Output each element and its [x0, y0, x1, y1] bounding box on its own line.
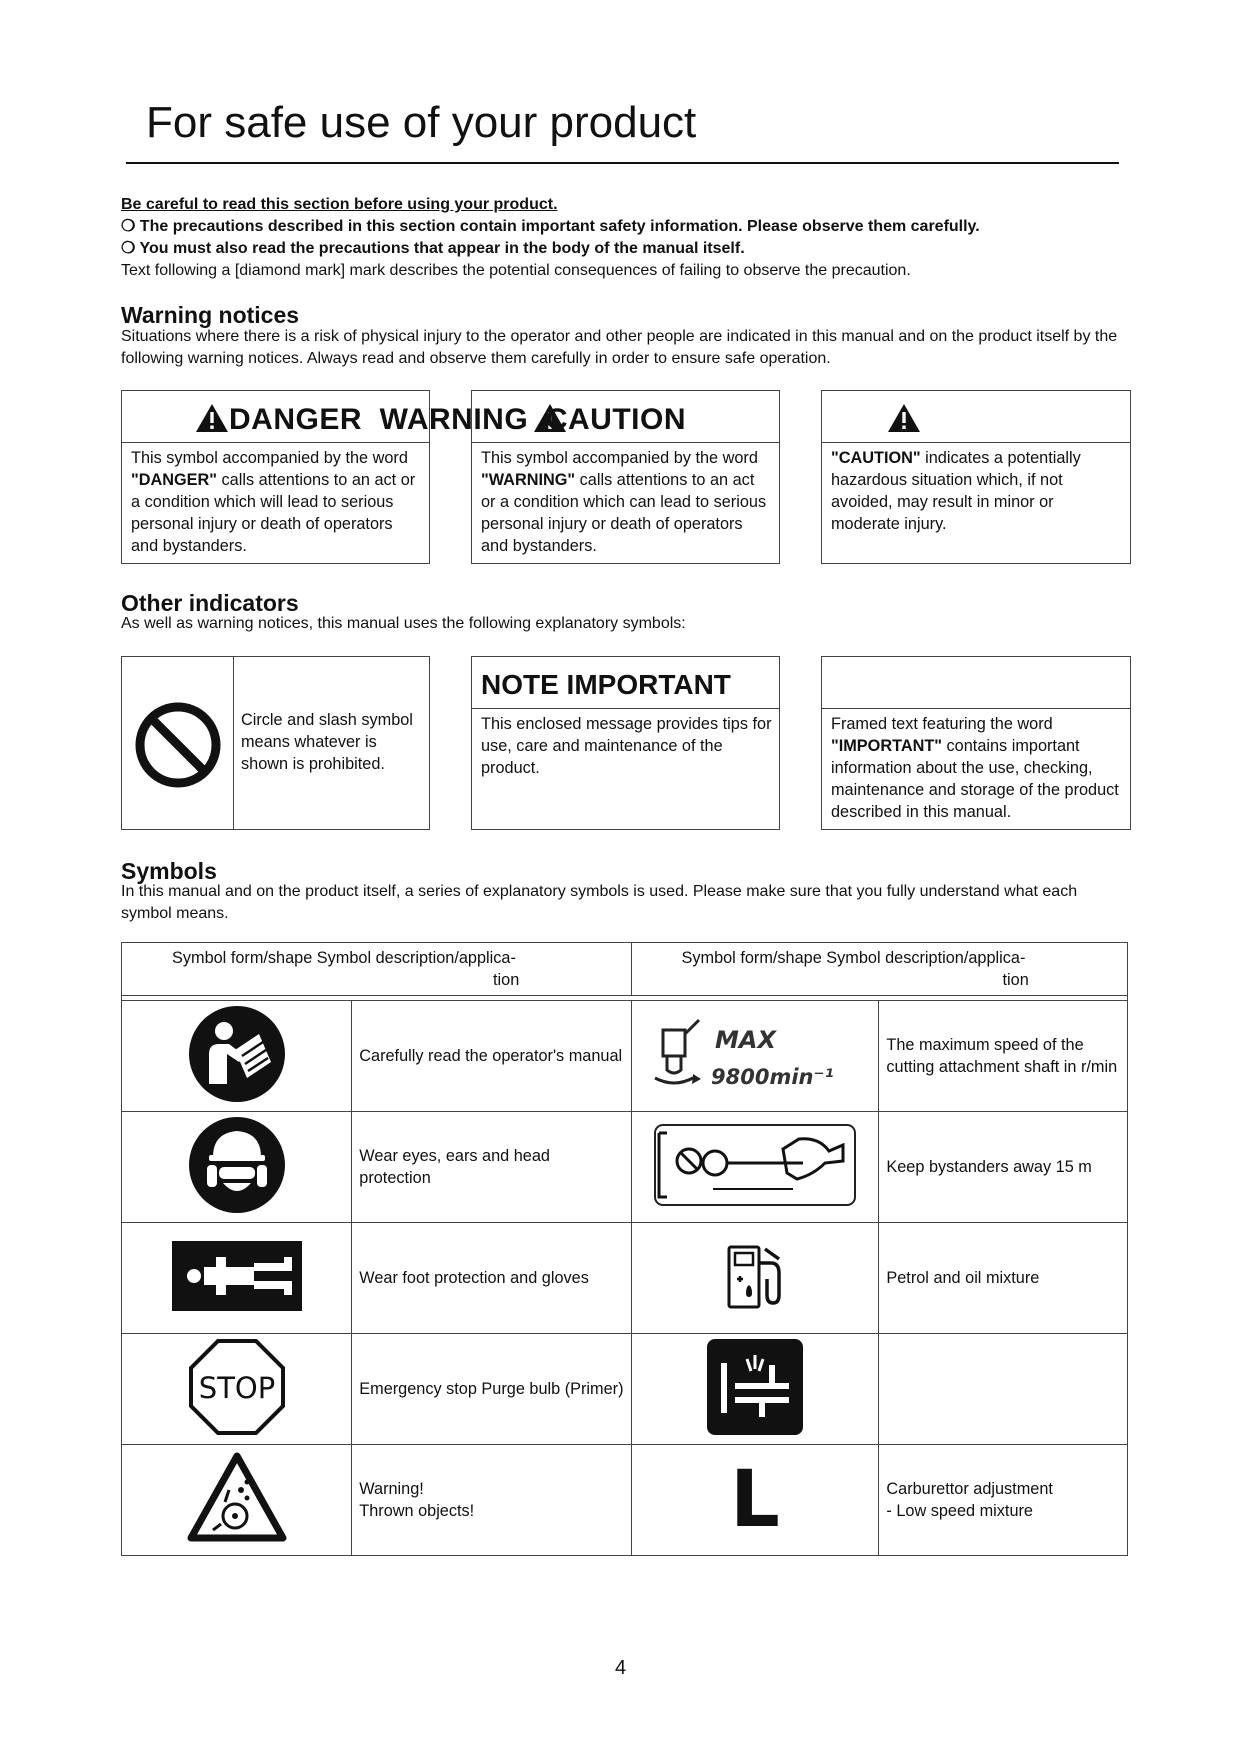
- other-indicators-text: As well as warning notices, this manual uses the following explanatory symbols:: [121, 615, 686, 632]
- warning-notices-heading: Warning notices: [121, 302, 300, 328]
- table-row: [122, 1001, 1128, 1112]
- bullet-text: The precautions described in this section contain important safety information. Please observe them carefully.: [139, 218, 980, 235]
- prohibited-text: Circle and slash symbol means whatever is shown is prohibited.: [241, 711, 413, 773]
- title-divider: [126, 162, 1119, 164]
- stop-icon: [187, 1337, 287, 1437]
- stop-text: STOP: [198, 1370, 275, 1405]
- fuel-pump-icon: [723, 1241, 787, 1311]
- danger-box: This symbol accompanied by the word "DANGER" calls attentions to an act or a condition which will lead to serious personal injury or death of operators and bystanders.: [121, 390, 430, 564]
- page-title: For safe use of your product: [146, 98, 697, 147]
- symbol-description: Emergency stop Purge bulb (Primer): [352, 1334, 631, 1445]
- table-header-right: Symbol form/shape Symbol description/applica- tion: [631, 943, 1128, 996]
- table-header-left: Symbol form/shape Symbol description/applica- tion: [122, 943, 632, 996]
- table-row: [122, 1112, 1128, 1223]
- intro-bullet-2: [121, 238, 745, 260]
- symbol-description: Carburettor adjustment - Low speed mixture: [879, 1445, 1128, 1556]
- bullet-text: You must also read the precautions that appear in the body of the manual itself.: [139, 240, 745, 257]
- symbol-description: The maximum speed of the cutting attachment shaft in r/min: [879, 1001, 1128, 1112]
- symbols-table: [121, 942, 1128, 1556]
- bullet-mark: ❍: [121, 218, 136, 235]
- symbol-description: Petrol and oil mixture: [879, 1223, 1128, 1334]
- prohibited-box: [121, 656, 430, 830]
- foot-gloves-icon: [172, 1241, 302, 1311]
- symbol-description: Warning! Thrown objects!: [352, 1445, 631, 1556]
- table-row: [122, 1445, 1128, 1556]
- note-heading: NOTE IMPORTANT: [481, 669, 731, 700]
- caution-box: "CAUTION" indicates a potentially hazardous situation which, if not avoided, may result in minor or moderate injury.: [821, 390, 1131, 564]
- keep-distance-icon: [653, 1123, 857, 1207]
- intro-bullet-1: [121, 216, 980, 238]
- max-speed-value: 9800min⁻¹: [710, 1064, 834, 1089]
- symbol-description: Wear foot protection and gloves: [352, 1223, 631, 1334]
- low-speed-letter: L: [730, 1455, 780, 1545]
- intro-heading: Be careful to read this section before using your product.: [121, 196, 558, 213]
- warning-notices-text: Situations where there is a risk of physical injury to the operator and other people are indicated in this manual and on the product itself by the following warning notices. Always read and observe them carefully in order to ensure safe operation.: [121, 328, 1118, 367]
- symbols-heading: Symbols: [121, 858, 217, 884]
- note-box: [471, 656, 780, 830]
- symbol-description: [879, 1334, 1128, 1445]
- table-row: [122, 1223, 1128, 1334]
- warning-triangle-icon: [195, 403, 229, 433]
- primer-bulb-icon: [707, 1339, 803, 1435]
- important-box: Framed text featuring the word "IMPORTANT" contains important information about the use, checking, maintenance and storage of the product described in this manual.: [821, 656, 1131, 830]
- prohibited-icon: [134, 701, 222, 789]
- signal-words: DANGER WARNING CAUTION: [229, 403, 686, 436]
- symbols-text: In this manual and on the product itself, a series of explanatory symbols is used. Please make sure that you fully understand what each symbol means.: [121, 883, 1078, 922]
- warning-triangle-icon: [887, 403, 921, 433]
- warning-box: This symbol accompanied by the word "WARNING" calls attentions to an act or a condition which can lead to serious personal injury or death of operators and bystanders.: [471, 390, 780, 564]
- symbol-description: Carefully read the operator's manual: [352, 1001, 631, 1112]
- protective-gear-icon: [187, 1115, 287, 1215]
- read-manual-icon: [187, 1004, 287, 1104]
- bullet-mark: ❍: [121, 240, 136, 257]
- other-indicators-heading: Other indicators: [121, 590, 299, 616]
- symbol-description: Keep bystanders away 15 m: [879, 1112, 1128, 1223]
- symbol-description: Wear eyes, ears and head protection: [352, 1112, 631, 1223]
- table-row: [122, 1334, 1128, 1445]
- intro-note: Text following a [diamond mark] mark describes the potential consequences of failing to observe the precaution.: [121, 262, 911, 279]
- max-speed-icon: [645, 1004, 865, 1104]
- thrown-objects-icon: [187, 1452, 287, 1544]
- table-header-row: [122, 943, 1128, 996]
- page-number: 4: [614, 1657, 627, 1679]
- max-label: MAX: [714, 1025, 776, 1054]
- note-text: This enclosed message provides tips for use, care and maintenance of the product.: [481, 715, 772, 777]
